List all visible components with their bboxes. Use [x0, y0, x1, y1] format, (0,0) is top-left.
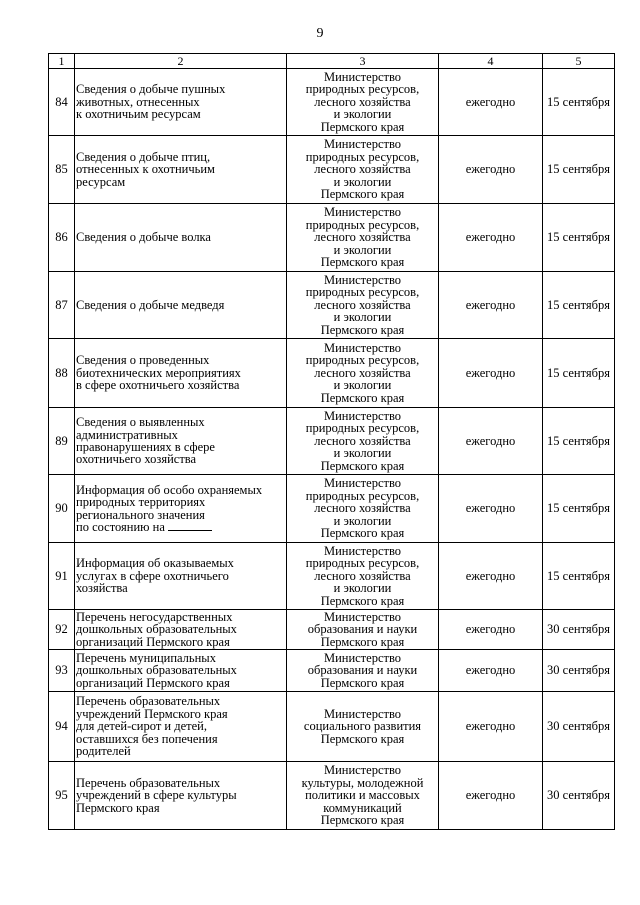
- row-name-line: организаций Пермского края: [76, 675, 230, 690]
- table-row: [49, 272, 615, 339]
- row-periodicity: ежегодно: [439, 543, 543, 610]
- register-table: [48, 53, 615, 830]
- row-name-line: услугах в сфере охотничьего: [76, 568, 229, 583]
- row-name-line: отнесенных к охотничьим: [76, 162, 215, 177]
- row-responsible-body: [287, 204, 439, 272]
- row-responsible-body: [287, 475, 439, 543]
- row-responsible-body-line: Пермского края: [320, 634, 405, 649]
- row-responsible-body-line: образования и науки: [307, 663, 418, 678]
- row-periodicity: ежегодно: [439, 650, 543, 692]
- row-responsible-body-line: Министерство: [323, 763, 402, 778]
- row-name-line-wrap: [76, 521, 285, 533]
- row-deadline: 30 сентября: [543, 650, 615, 692]
- table-row: [49, 204, 615, 272]
- row-periodicity: ежегодно: [439, 136, 543, 204]
- row-responsible-body-line: и экологии: [333, 242, 392, 257]
- row-periodicity: ежегодно: [439, 475, 543, 543]
- row-responsible-body-line: Пермского края: [320, 322, 405, 337]
- row-deadline: 15 сентября: [543, 204, 615, 272]
- row-responsible-body-line: культуры, молодежной: [301, 775, 424, 790]
- row-deadline: 15 сентября: [543, 272, 615, 339]
- row-responsible-body-line: Пермского края: [320, 187, 405, 202]
- row-responsible-body-line: природных ресурсов,: [305, 82, 420, 97]
- row-responsible-body-line: лесного хозяйства: [314, 501, 411, 516]
- row-name-line: к охотничьим ресурсам: [76, 107, 201, 122]
- row-number: 86: [49, 204, 75, 272]
- row-name-line: Перечень негосударственных: [76, 609, 233, 624]
- row-name-line: биотехнических мероприятиях: [76, 365, 241, 380]
- row-name: [75, 650, 287, 692]
- row-responsible-body-line: лесного хозяйства: [314, 433, 411, 448]
- row-responsible-body-line: природных ресурсов,: [305, 149, 420, 164]
- row-responsible-body: [287, 339, 439, 408]
- row-responsible-body: [287, 543, 439, 610]
- row-name-line: родителей: [76, 744, 131, 759]
- row-responsible-body-line: Пермского края: [320, 119, 405, 134]
- row-responsible-body-line: природных ресурсов,: [305, 353, 420, 368]
- row-responsible-body-line: Пермского края: [320, 255, 405, 270]
- row-responsible-body-line: лесного хозяйства: [314, 568, 411, 583]
- row-responsible-body: [287, 408, 439, 475]
- row-name: [75, 272, 287, 339]
- row-periodicity: ежегодно: [439, 692, 543, 762]
- row-name: [75, 610, 287, 650]
- row-name-line: Перечень муниципальных: [76, 650, 216, 665]
- row-responsible-body-line: Пермского края: [320, 526, 405, 541]
- row-responsible-body-line: Пермского края: [320, 390, 405, 405]
- row-number: 90: [49, 475, 75, 543]
- header-col-4: 4: [439, 54, 543, 69]
- row-deadline: 15 сентября: [543, 408, 615, 475]
- row-responsible-body-line: природных ресурсов,: [305, 488, 420, 503]
- row-responsible-body-line: Министерство: [323, 69, 402, 84]
- row-deadline: 30 сентября: [543, 692, 615, 762]
- row-name-line: Перечень образовательных: [76, 694, 221, 709]
- row-name-line: в сфере охотничьего хозяйства: [76, 378, 240, 393]
- row-responsible-body-line: и экологии: [333, 513, 392, 528]
- row-name: [75, 69, 287, 136]
- row-name-line: организаций Пермского края: [76, 634, 230, 649]
- row-deadline: 30 сентября: [543, 762, 615, 830]
- row-name-line: Сведения о добыче пушных: [76, 82, 226, 97]
- row-responsible-body-line: Пермского края: [320, 813, 405, 828]
- row-responsible-body-line: и экологии: [333, 107, 392, 122]
- row-name-line: Перечень образовательных: [76, 775, 221, 790]
- row-responsible-body-line: природных ресурсов,: [305, 556, 420, 571]
- row-deadline: 15 сентября: [543, 475, 615, 543]
- row-responsible-body-line: Министерство: [323, 650, 402, 665]
- row-responsible-body-line: Министерство: [323, 706, 402, 721]
- row-responsible-body-line: политики и массовых: [305, 788, 420, 803]
- row-responsible-body-line: природных ресурсов,: [305, 285, 420, 300]
- row-periodicity: ежегодно: [439, 762, 543, 830]
- row-name: [75, 204, 287, 272]
- row-responsible-body: [287, 762, 439, 830]
- row-responsible-body-line: лесного хозяйства: [314, 162, 411, 177]
- row-responsible-body-line: природных ресурсов,: [305, 217, 420, 232]
- row-responsible-body-line: лесного хозяйства: [314, 94, 411, 109]
- row-responsible-body-line: Министерство: [323, 272, 402, 287]
- row-periodicity: ежегодно: [439, 610, 543, 650]
- row-responsible-body-line: Министерство: [323, 340, 402, 355]
- row-name-line: природных территориях: [76, 495, 206, 510]
- row-responsible-body-line: лесного хозяйства: [314, 365, 411, 380]
- row-periodicity: ежегодно: [439, 408, 543, 475]
- table-row: [49, 69, 615, 136]
- row-name-line: дошкольных образовательных: [76, 663, 237, 678]
- row-responsible-body-line: и экологии: [333, 174, 392, 189]
- row-periodicity: ежегодно: [439, 339, 543, 408]
- row-responsible-body-line: Министерство: [323, 476, 402, 491]
- row-name-line: хозяйства: [76, 581, 128, 596]
- row-responsible-body-line: и экологии: [333, 310, 392, 325]
- row-number: 87: [49, 272, 75, 339]
- row-name-line: Пермского края: [76, 800, 160, 815]
- row-responsible-body-line: Министерство: [323, 408, 402, 423]
- row-number: 91: [49, 543, 75, 610]
- row-name-line: охотничьего хозяйства: [76, 452, 197, 467]
- row-name-line: животных, отнесенных: [76, 94, 200, 109]
- header-col-2: 2: [75, 54, 287, 69]
- row-name: [75, 339, 287, 408]
- row-responsible-body-line: и экологии: [333, 378, 392, 393]
- row-responsible-body: [287, 692, 439, 762]
- row-responsible-body-line: Пермского края: [320, 731, 405, 746]
- row-responsible-body-line: Министерство: [323, 543, 402, 558]
- row-deadline: 15 сентября: [543, 69, 615, 136]
- row-responsible-body-line: и экологии: [333, 446, 392, 461]
- row-number: 95: [49, 762, 75, 830]
- row-name-line: ресурсам: [76, 174, 126, 189]
- row-name: [75, 692, 287, 762]
- row-responsible-body-line: Пермского края: [320, 458, 405, 473]
- table-row: [49, 650, 615, 692]
- row-name-line: для детей-сирот и детей,: [76, 719, 207, 734]
- row-name-line: Сведения о добыче медведя: [76, 297, 225, 312]
- row-number: 85: [49, 136, 75, 204]
- row-responsible-body-line: Пермского края: [320, 675, 405, 690]
- table-row: [49, 692, 615, 762]
- row-name: [75, 762, 287, 830]
- row-name-line: учреждений Пермского края: [76, 706, 228, 721]
- row-responsible-body-line: коммуникаций: [323, 800, 402, 815]
- row-deadline: 15 сентября: [543, 339, 615, 408]
- row-responsible-body-line: Министерство: [323, 137, 402, 152]
- row-name-line: оставшихся без попечения: [76, 731, 218, 746]
- row-responsible-body-line: и экологии: [333, 581, 392, 596]
- row-responsible-body-line: природных ресурсов,: [305, 421, 420, 436]
- row-name-line: Сведения о добыче волка: [76, 230, 211, 245]
- row-deadline: 30 сентября: [543, 610, 615, 650]
- row-name-line: Сведения о выявленных: [76, 415, 205, 430]
- row-responsible-body: [287, 69, 439, 136]
- row-number: 84: [49, 69, 75, 136]
- row-responsible-body-line: Министерство: [323, 205, 402, 220]
- row-responsible-body: [287, 610, 439, 650]
- table-row: [49, 610, 615, 650]
- row-name-line: по состоянию на: [76, 519, 165, 534]
- row-responsible-body-line: лесного хозяйства: [314, 230, 411, 245]
- row-responsible-body-line: Пермского края: [320, 593, 405, 608]
- row-responsible-body-line: социального развития: [303, 719, 422, 734]
- row-responsible-body-line: Министерство: [323, 609, 402, 624]
- fill-in-blank: [168, 521, 212, 531]
- row-name-line: Информация об оказываемых: [76, 556, 234, 571]
- row-name-line: Информация об особо охраняемых: [76, 482, 263, 497]
- table-row: [49, 339, 615, 408]
- row-name: [75, 408, 287, 475]
- row-number: 92: [49, 610, 75, 650]
- row-responsible-body-line: образования и науки: [307, 622, 418, 637]
- row-responsible-body: [287, 650, 439, 692]
- page-number: 9: [316, 26, 324, 41]
- row-responsible-body: [287, 136, 439, 204]
- row-name-line: регионального значения: [76, 507, 205, 522]
- row-number: 88: [49, 339, 75, 408]
- row-name: [75, 136, 287, 204]
- row-number: 89: [49, 408, 75, 475]
- row-name: [75, 475, 287, 543]
- row-name-line: Сведения о проведенных: [76, 353, 210, 368]
- row-number: 93: [49, 650, 75, 692]
- row-deadline: 15 сентября: [543, 543, 615, 610]
- table-row: [49, 136, 615, 204]
- row-periodicity: ежегодно: [439, 204, 543, 272]
- row-name: [75, 543, 287, 610]
- row-name-line: Сведения о добыче птиц,: [76, 149, 211, 164]
- row-name-line: административных: [76, 427, 178, 442]
- row-name-line: дошкольных образовательных: [76, 622, 237, 637]
- row-name-line: учреждений в сфере культуры: [76, 788, 237, 803]
- table-row: [49, 408, 615, 475]
- row-periodicity: ежегодно: [439, 69, 543, 136]
- header-col-5: 5: [543, 54, 615, 69]
- table-row: [49, 762, 615, 830]
- row-deadline: 15 сентября: [543, 136, 615, 204]
- row-responsible-body: [287, 272, 439, 339]
- table-row: [49, 475, 615, 543]
- table-row: [49, 543, 615, 610]
- row-responsible-body-line: лесного хозяйства: [314, 297, 411, 312]
- table-header-row: [49, 54, 615, 69]
- header-col-3: 3: [287, 54, 439, 69]
- header-col-1: 1: [49, 54, 75, 69]
- row-periodicity: ежегодно: [439, 272, 543, 339]
- row-name-line: правонарушениях в сфере: [76, 440, 215, 454]
- row-number: 94: [49, 692, 75, 762]
